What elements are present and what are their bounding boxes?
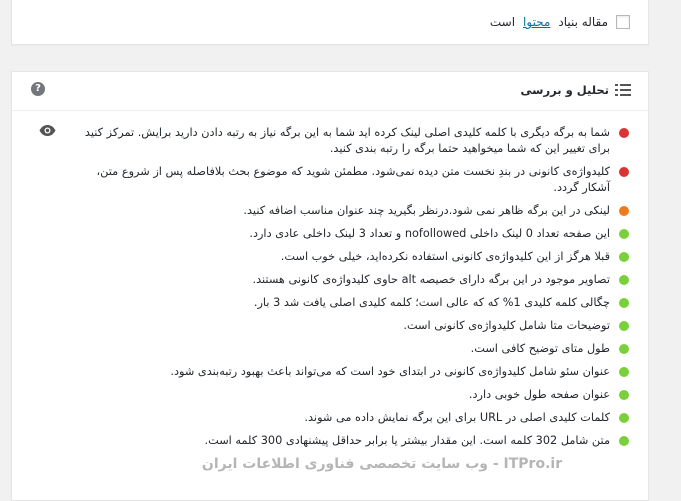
result-text: کلمات کلیدی اصلی در URL برای این برگه نمایش داده می شوند.	[304, 411, 610, 424]
analysis-title-text: تحلیل و بررسی	[520, 83, 609, 97]
result-item	[70, 410, 630, 426]
result-item	[70, 249, 630, 265]
status-red-icon	[619, 128, 629, 138]
cornerstone-link[interactable]: محتوا	[523, 15, 551, 29]
watermark: ITPro.ir - وب سایت تخصصی فناوری اطلاعات ایران	[201, 456, 563, 472]
result-item	[70, 164, 630, 196]
analysis-results	[70, 125, 630, 456]
status-orange-icon	[619, 206, 629, 216]
result-item	[70, 433, 630, 449]
result-text: چگالی کلمه کلیدی 1% که که عالی است؛ کلمه کلیدی اصلی یافت شد 3 بار.	[253, 296, 610, 309]
status-green-icon	[619, 436, 629, 446]
list-icon	[615, 83, 631, 97]
result-item	[70, 272, 630, 288]
result-text: شما به برگه دیگری با کلمه کلیدی اصلی لینک کرده اید شما به این برگه نیاز به رتبه دادن دارید برایش. تمرکز کنید برای تغییر این که شما میخواهید حتما برگه را رتبه بندی کنید.	[84, 126, 610, 155]
status-green-icon	[619, 252, 629, 262]
eye-icon[interactable]	[39, 125, 56, 136]
status-green-icon	[619, 344, 629, 354]
status-green-icon	[619, 367, 629, 377]
cornerstone-label-after: است	[489, 15, 516, 29]
result-item	[70, 125, 630, 157]
result-item	[70, 341, 630, 357]
result-item	[70, 318, 630, 334]
status-green-icon	[619, 275, 629, 285]
result-text: متن شامل 302 کلمه است. این مقدار بیشتر یا برابر حداقل پیشنهادی 300 کلمه است.	[204, 434, 610, 447]
result-text: قبلا هرگز از این کلیدواژه‌ی کانونی استفاده نکرده‌اید، خیلی خوب است.	[280, 250, 610, 263]
analysis-panel	[11, 71, 649, 501]
cornerstone-option[interactable]	[490, 15, 630, 29]
result-text: کلیدواژه‌ی کانونی در بندِ نخست متن دیده نمی‌شود. مطمئن شوید که موضوع بحث بلافاصله پس از شروع متن، آشکار گردد.	[96, 165, 610, 194]
result-text: طول متای توضیح کافی است.	[470, 342, 610, 355]
status-green-icon	[619, 390, 629, 400]
status-green-icon	[619, 229, 629, 239]
status-green-icon	[619, 413, 629, 423]
cornerstone-label-before: مقاله بنیاد	[558, 15, 608, 29]
result-item	[70, 387, 630, 403]
result-item	[70, 203, 630, 219]
result-item	[70, 364, 630, 380]
cornerstone-panel	[11, 0, 649, 45]
status-green-icon	[619, 321, 629, 331]
result-item	[70, 295, 630, 311]
result-text: تصاویر موجود در این برگه دارای خصیصه alt حاوی کلیدواژه‌ی کانونی هستند.	[252, 273, 610, 286]
help-icon[interactable]: ?	[31, 82, 45, 96]
cornerstone-checkbox[interactable]	[616, 15, 630, 29]
result-text: عنوان سئو شامل کلیدواژه‌ی کانونی در ابتدای خود است که می‌تواند باعث بهبود رتبه‌بندی شود.	[170, 365, 610, 378]
status-green-icon	[619, 298, 629, 308]
result-text: لینکی در این برگه ظاهر نمی شود.درنظر بگیرید چند عنوان مناسب اضافه کنید.	[243, 204, 610, 217]
result-text: توضیحات متا شامل کلیدواژه‌ی کانونی است.	[403, 319, 610, 332]
analysis-header	[12, 72, 648, 111]
result-text: این صفحه تعداد 0 لینک داخلی nofollowed و تعداد 3 لینک داخلی عادی دارد.	[249, 227, 610, 240]
result-text: عنوان صفحه طول خوبی دارد.	[468, 388, 610, 401]
result-item	[70, 226, 630, 242]
status-red-icon	[619, 167, 629, 177]
analysis-title[interactable]	[521, 83, 631, 97]
